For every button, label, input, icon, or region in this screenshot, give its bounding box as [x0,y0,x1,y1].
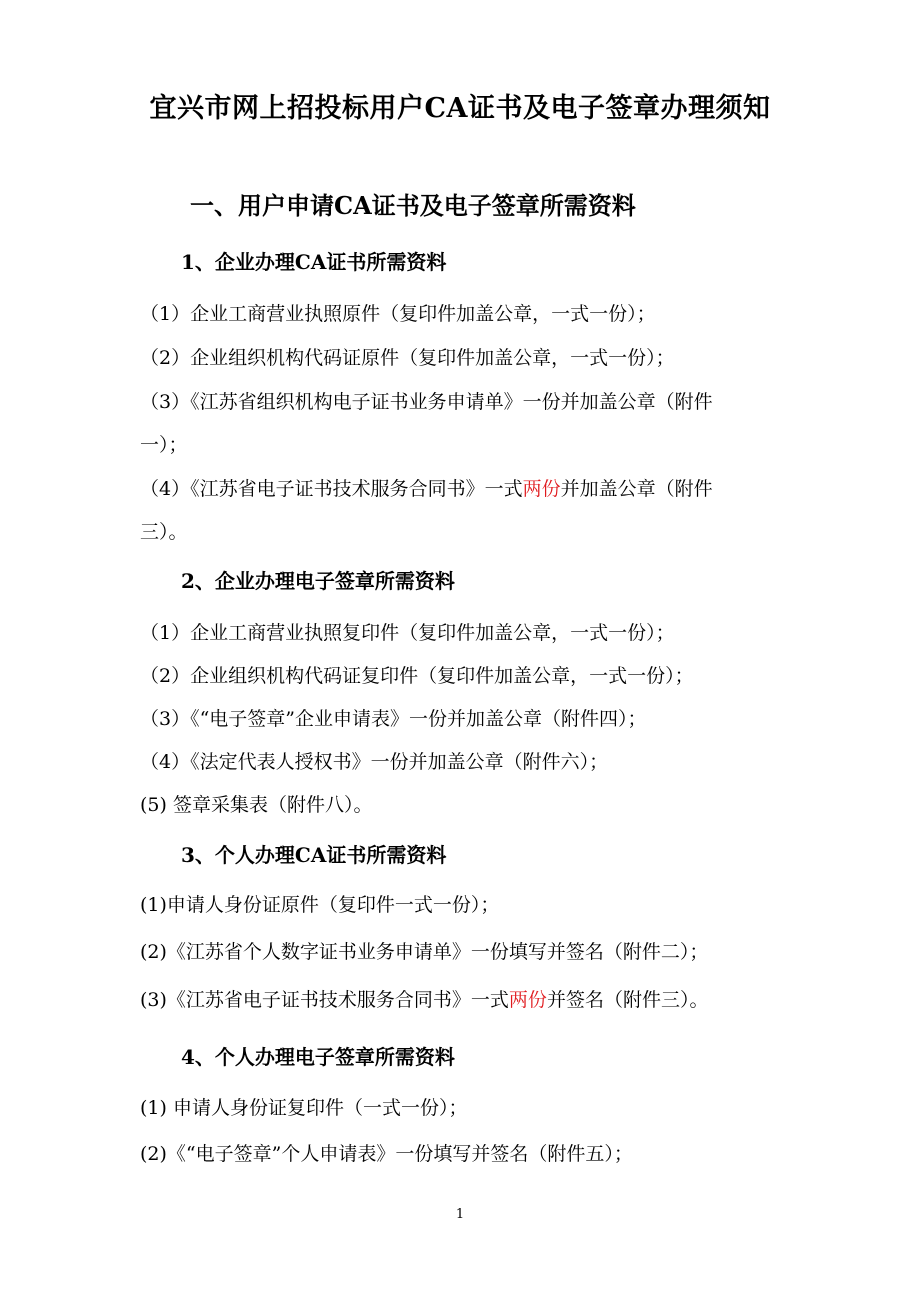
section-heading: 一、用户申请CA证书及电子签章所需资料 [190,191,636,220]
highlight-text: 两份 [508,989,547,1011]
subsection-heading-2: 2、企业办理电子签章所需资料 [181,569,455,593]
list-item: (1)申请人身份证原件（复印件一式一份）； [140,894,500,916]
list-item: (2)《“电子签章”个人申请表》一份填写并签名（附件五）； [140,1143,633,1165]
list-item-continuation: 一）； [140,434,188,456]
item-text: 并签名（附件三）。 [546,989,709,1011]
list-item: (2)《江苏省个人数字证书业务申请单》一份填写并签名（附件二）； [140,941,709,963]
subsection-heading-1: 1、企业办理CA证书所需资料 [181,250,447,274]
list-item: （1）企业工商营业执照复印件（复印件加盖公章，一式一份）； [140,622,675,644]
list-item: （3）《“电子签章”企业申请表》一份并加盖公章（附件四）； [140,708,647,730]
document-title: 宜兴市网上招投标用户CA证书及电子签章办理须知 [149,93,771,124]
list-item: （3）《江苏省组织机构电子证书业务申请单》一份并加盖公章（附件 [140,391,713,413]
highlight-text: 两份 [522,478,561,500]
list-item: (1) 申请人身份证复印件（一式一份）； [140,1097,468,1119]
subsection-heading-4: 4、个人办理电子签章所需资料 [181,1045,455,1069]
item-text: (3)《江苏省电子证书技术服务合同书》一式 [140,989,509,1011]
page-number: 1 [455,1207,465,1222]
item-text: 并加盖公章（附件 [560,478,713,500]
list-item: （4）《法定代表人授权书》一份并加盖公章（附件六）； [140,751,609,773]
list-item: （2）企业组织机构代码证复印件（复印件加盖公章，一式一份）； [140,665,694,687]
list-item: （2）企业组织机构代码证原件（复印件加盖公章，一式一份）； [140,347,675,369]
list-item: (5) 签章采集表（附件八）。 [140,794,373,816]
list-item-continuation: 三）。 [140,521,188,543]
subsection-heading-3: 3、个人办理CA证书所需资料 [181,843,447,867]
list-item [140,985,708,1012]
list-item: （1）企业工商营业执照原件（复印件加盖公章，一式一份）； [140,303,656,325]
item-text: （4）《江苏省电子证书技术服务合同书》一式 [140,478,523,500]
list-item [140,474,713,501]
